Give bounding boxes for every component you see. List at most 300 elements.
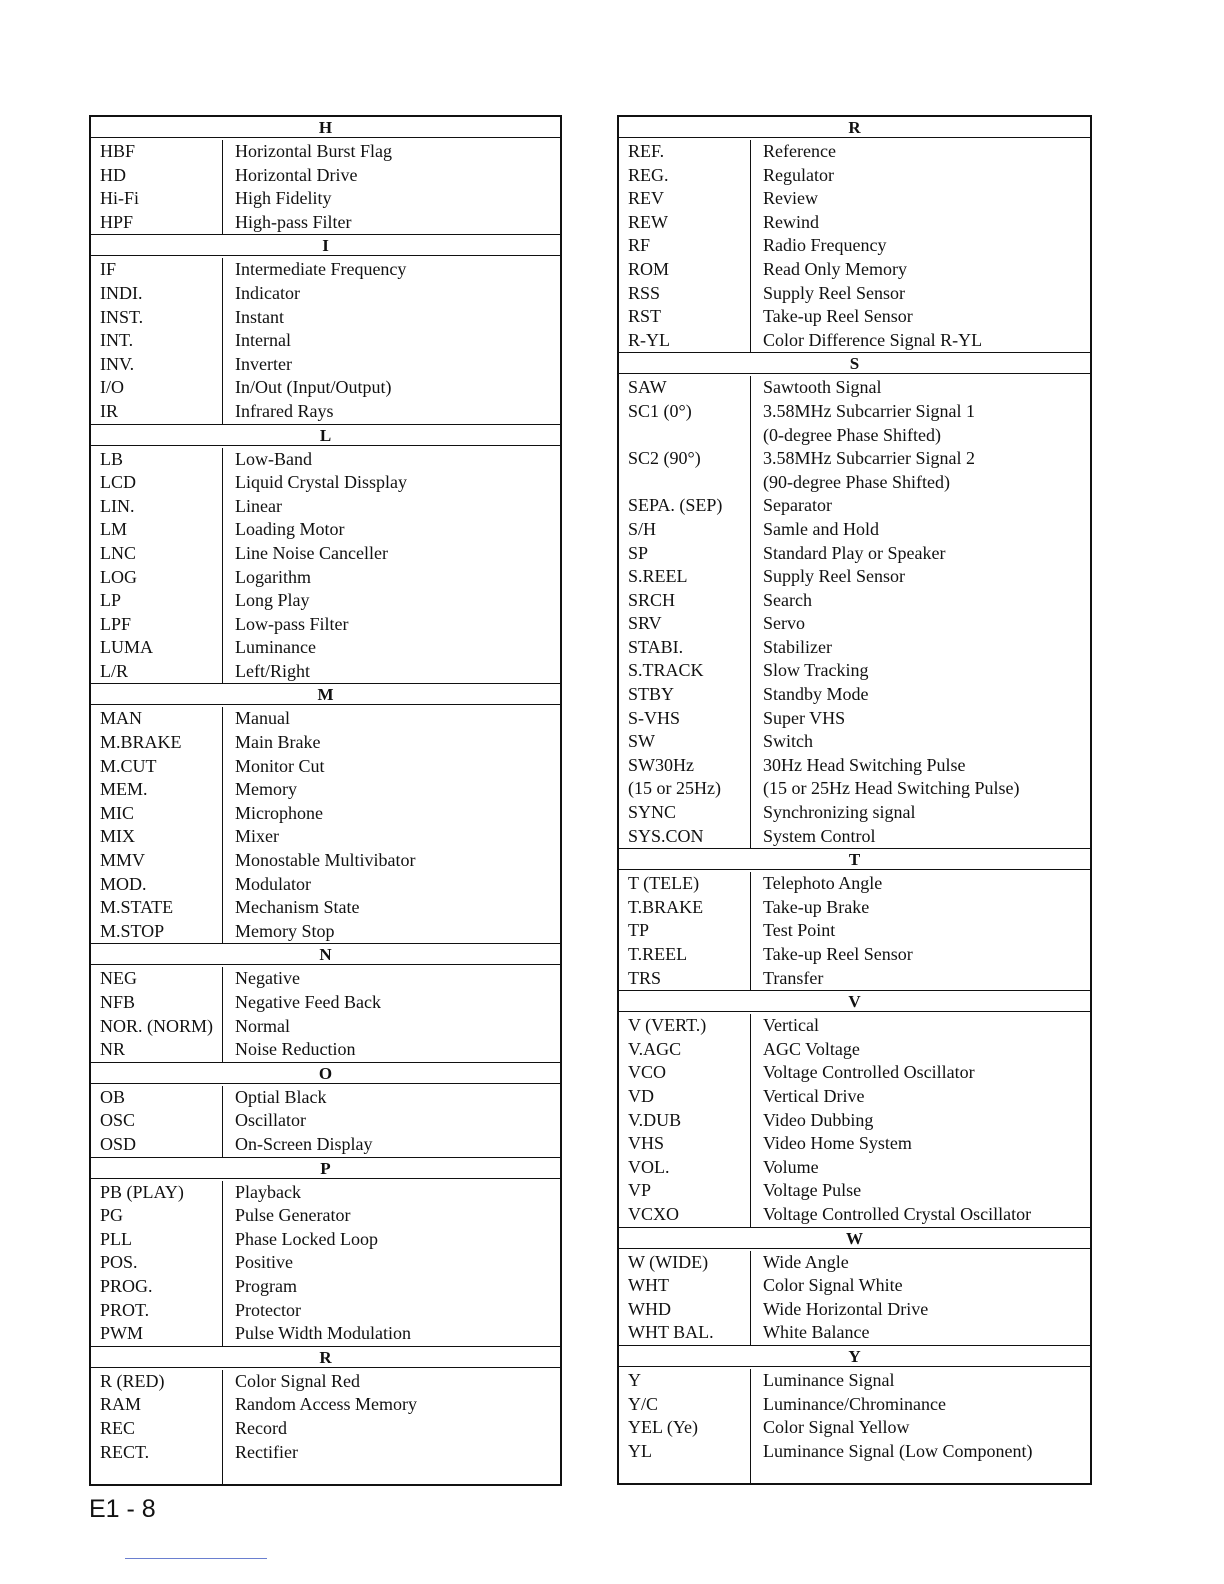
abbreviation: M.STATE	[100, 897, 174, 918]
table-row	[91, 802, 560, 826]
abbreviation: PB (PLAY)	[100, 1181, 184, 1202]
definition: Rewind	[750, 211, 1090, 235]
definition: Supply Reel Sensor	[750, 282, 1090, 306]
definition: System Control	[750, 825, 1090, 849]
table-row	[91, 471, 560, 495]
abbreviation: YEL (Ye)	[628, 1417, 698, 1438]
definition: Radio Frequency	[750, 234, 1090, 258]
abbreviation: T.BRAKE	[628, 896, 704, 917]
table-row	[91, 660, 560, 684]
section-heading: N	[91, 944, 560, 965]
table-row	[91, 566, 560, 590]
section-heading: T	[619, 849, 1090, 870]
definition: Video Home System	[750, 1132, 1090, 1156]
table-row	[619, 518, 1090, 542]
table-row	[619, 211, 1090, 235]
definition: Separator	[750, 494, 1090, 518]
abbreviation: M.CUT	[100, 755, 157, 776]
definition: Loading Motor	[222, 518, 560, 542]
table-row	[91, 306, 560, 330]
abbreviation: SC1 (0°)	[628, 400, 692, 421]
abbreviation: ROM	[628, 258, 670, 279]
abbreviation: VHS	[628, 1133, 665, 1154]
definition: Test Point	[750, 919, 1090, 943]
definition: Inverter	[222, 353, 560, 377]
table-row	[619, 967, 1090, 991]
definition: Negative Feed Back	[222, 991, 560, 1015]
section-p	[91, 1157, 560, 1346]
abbreviation: IF	[100, 259, 117, 280]
table-row	[91, 896, 560, 920]
table-row	[91, 707, 560, 731]
table-row	[619, 896, 1090, 920]
definition: Color Signal Yellow	[750, 1416, 1090, 1440]
definition: Playback	[222, 1181, 560, 1205]
table-row	[91, 1299, 560, 1323]
table-row	[619, 1156, 1090, 1180]
definition: Color Signal White	[750, 1274, 1090, 1298]
abbreviation: REG.	[628, 164, 669, 185]
abbreviation: TRS	[628, 967, 662, 988]
section-w	[619, 1227, 1090, 1345]
abbreviation: REC	[100, 1417, 136, 1438]
abbreviation: STBY	[628, 684, 675, 705]
definition: Modulator	[222, 873, 560, 897]
table-row	[619, 329, 1090, 353]
abbreviation: PLL	[100, 1228, 133, 1249]
table-row	[619, 659, 1090, 683]
table-row	[91, 636, 560, 660]
table-row	[91, 1109, 560, 1133]
abbreviation: LOG	[100, 566, 137, 587]
definition: On-Screen Display	[222, 1133, 560, 1157]
abbreviation: WHT BAL.	[628, 1322, 714, 1343]
definition: Wide Horizontal Drive	[750, 1298, 1090, 1322]
definition: Rectifier	[222, 1441, 560, 1465]
abbreviation: SAW	[628, 377, 667, 398]
table-row	[619, 258, 1090, 282]
footer-rule	[125, 1558, 267, 1559]
section-heading: V	[619, 991, 1090, 1012]
table-row	[91, 613, 560, 637]
definition: Memory	[222, 778, 560, 802]
definition: Synchronizing signal	[750, 801, 1090, 825]
table-row	[619, 589, 1090, 613]
table-row	[91, 1228, 560, 1252]
abbreviation: MIC	[100, 802, 135, 823]
definition: Horizontal Burst Flag	[222, 140, 560, 164]
abbreviation: VOL.	[628, 1156, 670, 1177]
abbreviation	[619, 424, 750, 448]
definition: Instant	[222, 306, 560, 330]
abbreviation: WHD	[628, 1298, 671, 1319]
abbreviation: LP	[100, 590, 122, 611]
table-row	[619, 164, 1090, 188]
table-bottom-padding	[91, 1464, 560, 1484]
abbreviation: MEM.	[100, 779, 148, 800]
abbreviation: M.BRAKE	[100, 732, 182, 753]
definition: Normal	[222, 1015, 560, 1039]
abbreviation: T (TELE)	[628, 873, 700, 894]
definition: Pulse Generator	[222, 1204, 560, 1228]
definition: Long Play	[222, 589, 560, 613]
abbreviation: REV	[628, 188, 664, 209]
abbreviation: OSC	[100, 1110, 136, 1131]
definition: Intermediate Frequency	[222, 258, 560, 282]
definition: Transfer	[750, 967, 1090, 991]
definition: Slow Tracking	[750, 659, 1090, 683]
table-row	[91, 1086, 560, 1110]
table-row	[619, 471, 1090, 495]
abbreviation-table-left	[89, 115, 562, 1486]
definition: Luminance	[222, 636, 560, 660]
definition: Microphone	[222, 802, 560, 826]
table-row	[91, 1251, 560, 1275]
table-row	[619, 1440, 1090, 1464]
table-row	[619, 1179, 1090, 1203]
abbreviation: S/H	[628, 518, 657, 539]
abbreviation: RF	[628, 235, 651, 256]
table-row	[619, 919, 1090, 943]
abbreviation: POS.	[100, 1252, 138, 1273]
section-o	[91, 1062, 560, 1157]
abbreviation: VCO	[628, 1062, 667, 1083]
table-row	[91, 1204, 560, 1228]
table-row	[619, 1038, 1090, 1062]
abbreviation: INDI.	[100, 282, 143, 303]
page-number: E1 - 8	[89, 1495, 156, 1523]
table-row	[91, 518, 560, 542]
definition: Noise Reduction	[222, 1038, 560, 1062]
abbreviation: V.DUB	[628, 1109, 682, 1130]
abbreviation: NFB	[100, 992, 136, 1012]
definition: Vertical	[750, 1014, 1090, 1038]
definition: Color Difference Signal R-YL	[750, 329, 1090, 353]
definition: Luminance Signal (Low Component)	[750, 1440, 1090, 1464]
table-row	[619, 1298, 1090, 1322]
abbreviation: RECT.	[100, 1441, 150, 1462]
section-heading: M	[91, 684, 560, 705]
definition: Switch	[750, 730, 1090, 754]
table-row	[619, 400, 1090, 424]
table-row	[91, 731, 560, 755]
abbreviation: OB	[100, 1086, 126, 1107]
abbreviation: HD	[100, 164, 126, 185]
section-heading: Y	[619, 1346, 1090, 1367]
abbreviation: I/O	[100, 377, 124, 398]
abbreviation: S.REEL	[628, 566, 688, 587]
table-row	[619, 376, 1090, 400]
table-row	[91, 1181, 560, 1205]
definition: Left/Right	[222, 660, 560, 684]
definition: 3.58MHz Subcarrier Signal 1	[750, 400, 1090, 424]
abbreviation: SEPA. (SEP)	[628, 495, 723, 516]
abbreviation: STABI.	[628, 636, 684, 657]
section-heading: H	[91, 117, 560, 138]
table-row	[619, 282, 1090, 306]
table-row	[619, 1061, 1090, 1085]
definition: Negative	[222, 967, 560, 991]
table-row	[619, 424, 1090, 448]
definition: Logarithm	[222, 566, 560, 590]
abbreviation: LM	[100, 519, 127, 540]
definition: Pulse Width Modulation	[222, 1322, 560, 1346]
table-row	[91, 495, 560, 519]
abbreviation: MOD.	[100, 873, 147, 894]
definition: White Balance	[750, 1321, 1090, 1345]
table-row	[91, 140, 560, 164]
definition: Reference	[750, 140, 1090, 164]
definition: Mixer	[222, 825, 560, 849]
table-row	[619, 1132, 1090, 1156]
table-row	[91, 164, 560, 188]
abbreviation: PWM	[100, 1323, 144, 1344]
abbreviation: RSS	[628, 282, 661, 303]
definition: In/Out (Input/Output)	[222, 376, 560, 400]
table-row	[91, 376, 560, 400]
definition: Luminance Signal	[750, 1369, 1090, 1393]
definition: Video Dubbing	[750, 1109, 1090, 1133]
abbreviation: INST.	[100, 306, 144, 327]
table-row	[91, 1393, 560, 1417]
abbreviation: VCXO	[628, 1203, 680, 1224]
table-row	[619, 140, 1090, 164]
section-heading: L	[91, 425, 560, 446]
table-row	[619, 825, 1090, 849]
abbreviation: Y	[628, 1369, 641, 1390]
table-row	[91, 920, 560, 944]
abbreviation: Y/C	[628, 1393, 659, 1414]
abbreviation: WHT	[628, 1275, 669, 1296]
definition: Program	[222, 1275, 560, 1299]
table-row	[91, 1133, 560, 1157]
section-l	[91, 424, 560, 684]
table-row	[91, 991, 560, 1015]
abbreviation: LIN.	[100, 495, 135, 516]
abbreviation: PG	[100, 1205, 124, 1226]
abbreviation: NEG	[100, 968, 137, 989]
definition: Supply Reel Sensor	[750, 565, 1090, 589]
definition: Linear	[222, 495, 560, 519]
section-heading: O	[91, 1063, 560, 1084]
definition: Voltage Pulse	[750, 1179, 1090, 1203]
table-row	[91, 755, 560, 779]
table-row	[91, 873, 560, 897]
table-row	[619, 447, 1090, 471]
abbreviation: W (WIDE)	[628, 1251, 709, 1272]
table-row	[91, 1322, 560, 1346]
abbreviation: IR	[100, 400, 118, 421]
abbreviation: Hi-Fi	[100, 188, 140, 209]
definition: (90-degree Phase Shifted)	[750, 471, 1090, 495]
table-row	[91, 589, 560, 613]
definition: Voltage Controlled Oscillator	[750, 1061, 1090, 1085]
table-row	[91, 329, 560, 353]
table-row	[619, 730, 1090, 754]
table-row	[619, 777, 1090, 801]
definition: AGC Voltage	[750, 1038, 1090, 1062]
abbreviation: NR	[100, 1039, 126, 1060]
abbreviation: PROT.	[100, 1299, 150, 1320]
definition: 3.58MHz Subcarrier Signal 2	[750, 447, 1090, 471]
definition: Servo	[750, 612, 1090, 636]
section-heading: S	[619, 353, 1090, 374]
definition: Positive	[222, 1251, 560, 1275]
section-heading: W	[619, 1228, 1090, 1249]
abbreviation: V (VERT.)	[628, 1015, 707, 1036]
table-row	[91, 1370, 560, 1394]
table-row	[619, 801, 1090, 825]
section-heading: R	[91, 1347, 560, 1368]
table-row	[91, 1417, 560, 1441]
definition: Line Noise Canceller	[222, 542, 560, 566]
table-row	[619, 1203, 1090, 1227]
table-row	[619, 943, 1090, 967]
definition: Mechanism State	[222, 896, 560, 920]
section-heading: R	[619, 117, 1090, 138]
definition: Read Only Memory	[750, 258, 1090, 282]
abbreviation: M.STOP	[100, 920, 165, 941]
definition: Luminance/Chrominance	[750, 1393, 1090, 1417]
table-row	[619, 1014, 1090, 1038]
table-row	[91, 187, 560, 211]
abbreviation: MIX	[100, 826, 135, 847]
section-r	[619, 117, 1090, 352]
definition: Liquid Crystal Dissplay	[222, 471, 560, 495]
table-row	[91, 1015, 560, 1039]
abbreviation: YL	[628, 1440, 652, 1461]
table-row	[91, 849, 560, 873]
definition: Main Brake	[222, 731, 560, 755]
definition: Random Access Memory	[222, 1393, 560, 1417]
section-t	[619, 848, 1090, 990]
table-row	[91, 353, 560, 377]
definition: Monostable Multivibator	[222, 849, 560, 873]
abbreviation: MMV	[100, 850, 146, 871]
table-row	[619, 1251, 1090, 1275]
abbreviation: SW30Hz	[628, 754, 694, 775]
abbreviation: NOR. (NORM)	[100, 1015, 214, 1036]
table-row	[619, 305, 1090, 329]
definition: Color Signal Red	[222, 1370, 560, 1394]
definition: Samle and Hold	[750, 518, 1090, 542]
section-i	[91, 234, 560, 423]
definition: Volume	[750, 1156, 1090, 1180]
table-row	[619, 636, 1090, 660]
abbreviation: VD	[628, 1085, 654, 1106]
table-row	[91, 1275, 560, 1299]
abbreviation: TP	[628, 920, 650, 941]
definition: Manual	[222, 707, 560, 731]
abbreviation: REF.	[628, 141, 665, 161]
definition: Protector	[222, 1299, 560, 1323]
table-row	[619, 1393, 1090, 1417]
table-row	[619, 872, 1090, 896]
table-row	[91, 1038, 560, 1062]
abbreviation: PROG.	[100, 1275, 153, 1296]
definition: Take-up Reel Sensor	[750, 305, 1090, 329]
definition: Voltage Controlled Crystal Oscillator	[750, 1203, 1090, 1227]
abbreviation: SP	[628, 542, 649, 563]
abbreviation: SRV	[628, 613, 662, 634]
abbreviation: SW	[628, 731, 655, 752]
definition: Infrared Rays	[222, 400, 560, 424]
table-row	[619, 1416, 1090, 1440]
abbreviation: MAN	[100, 708, 143, 729]
definition: Oscillator	[222, 1109, 560, 1133]
abbreviation: INV.	[100, 353, 135, 374]
table-row	[619, 754, 1090, 778]
definition: High Fidelity	[222, 187, 560, 211]
abbreviation: LCD	[100, 472, 136, 493]
definition: Optial Black	[222, 1086, 560, 1110]
abbreviation: SYNC	[628, 802, 677, 823]
abbreviation: S-VHS	[628, 707, 681, 728]
table-row	[619, 1109, 1090, 1133]
table-row	[91, 258, 560, 282]
abbreviation: VP	[628, 1180, 652, 1201]
table-row	[91, 967, 560, 991]
abbreviation: V.AGC	[628, 1038, 682, 1059]
abbreviation: LB	[100, 448, 124, 469]
definition: Take-up Brake	[750, 896, 1090, 920]
section-y	[619, 1345, 1090, 1483]
table-row	[619, 187, 1090, 211]
abbreviation: LNC	[100, 542, 136, 563]
table-row	[619, 683, 1090, 707]
abbreviation-table-right	[617, 115, 1092, 1485]
table-row	[91, 282, 560, 306]
definition: Vertical Drive	[750, 1085, 1090, 1109]
abbreviation: SC2 (90°)	[628, 448, 701, 469]
abbreviation: (15 or 25Hz)	[628, 778, 721, 799]
definition: Memory Stop	[222, 920, 560, 944]
definition: Low-Band	[222, 448, 560, 472]
table-row	[91, 211, 560, 235]
definition: Stabilizer	[750, 636, 1090, 660]
section-s	[619, 352, 1090, 848]
section-v	[619, 990, 1090, 1226]
table-row	[619, 1321, 1090, 1345]
table-row	[91, 1441, 560, 1465]
abbreviation: HBF	[100, 141, 136, 161]
definition: Horizontal Drive	[222, 164, 560, 188]
section-r	[91, 1346, 560, 1484]
definition: High-pass Filter	[222, 211, 560, 235]
table-row	[91, 778, 560, 802]
abbreviation: R-YL	[628, 329, 670, 350]
abbreviation: OSD	[100, 1133, 137, 1154]
abbreviation: INT.	[100, 330, 134, 351]
abbreviation: HPF	[100, 211, 134, 232]
table-row	[91, 542, 560, 566]
table-row	[91, 400, 560, 424]
definition: Super VHS	[750, 707, 1090, 731]
definition: Sawtooth Signal	[750, 376, 1090, 400]
definition: Low-pass Filter	[222, 613, 560, 637]
abbreviation: SYS.CON	[628, 825, 704, 846]
section-heading: I	[91, 235, 560, 256]
table-row	[619, 565, 1090, 589]
definition: (0-degree Phase Shifted)	[750, 424, 1090, 448]
section-m	[91, 683, 560, 943]
definition: Wide Angle	[750, 1251, 1090, 1275]
definition: Telephoto Angle	[750, 872, 1090, 896]
abbreviation: LUMA	[100, 637, 153, 658]
table-bottom-padding	[619, 1463, 1090, 1483]
definition: (15 or 25Hz Head Switching Pulse)	[750, 777, 1090, 801]
table-row	[91, 448, 560, 472]
